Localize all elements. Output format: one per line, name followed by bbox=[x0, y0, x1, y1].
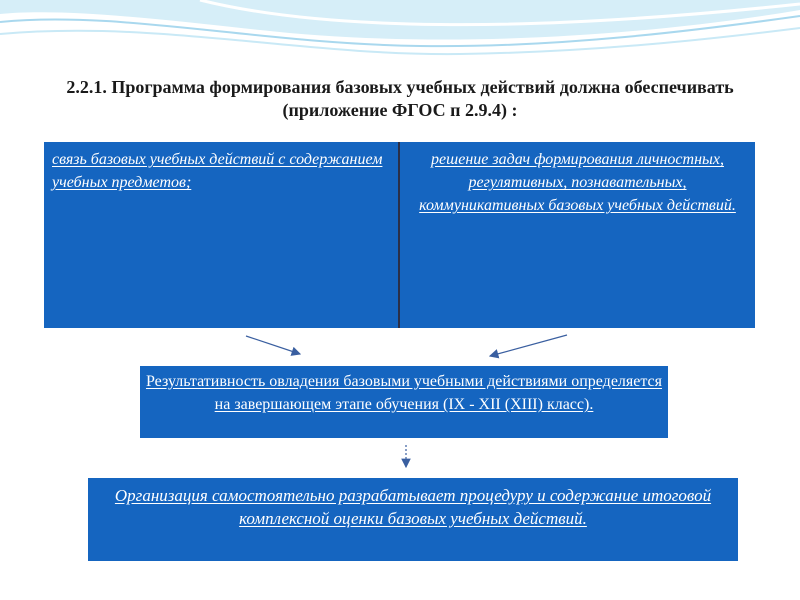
background-wave-decoration bbox=[0, 0, 800, 80]
arrow-right-to-result bbox=[490, 335, 567, 356]
requirement-cell-tasks: решение задач формирования личностных, регулятивных, познавательных, коммуникативных базовых учебных действий. bbox=[419, 151, 736, 214]
organization-box: Организация самостоятельно разрабатывает процедуру и содержание итоговой комплексной оценки базовых учебных действий. bbox=[88, 478, 738, 561]
arrow-left-to-result bbox=[246, 336, 300, 354]
requirements-table bbox=[44, 142, 755, 328]
requirement-cell-subjects: связь базовых учебных действий с содержанием учебных предметов; bbox=[44, 142, 400, 328]
slide-title: 2.2.1. Программа формирования базовых учебных действий должна обеспечивать (приложение ФГОС п 2.9.4) : bbox=[66, 77, 734, 120]
result-box: Результативность овладения базовыми учебными действиями определяется на завершающем этапе обучения (IX - XII (XIII) класс). bbox=[140, 366, 668, 438]
